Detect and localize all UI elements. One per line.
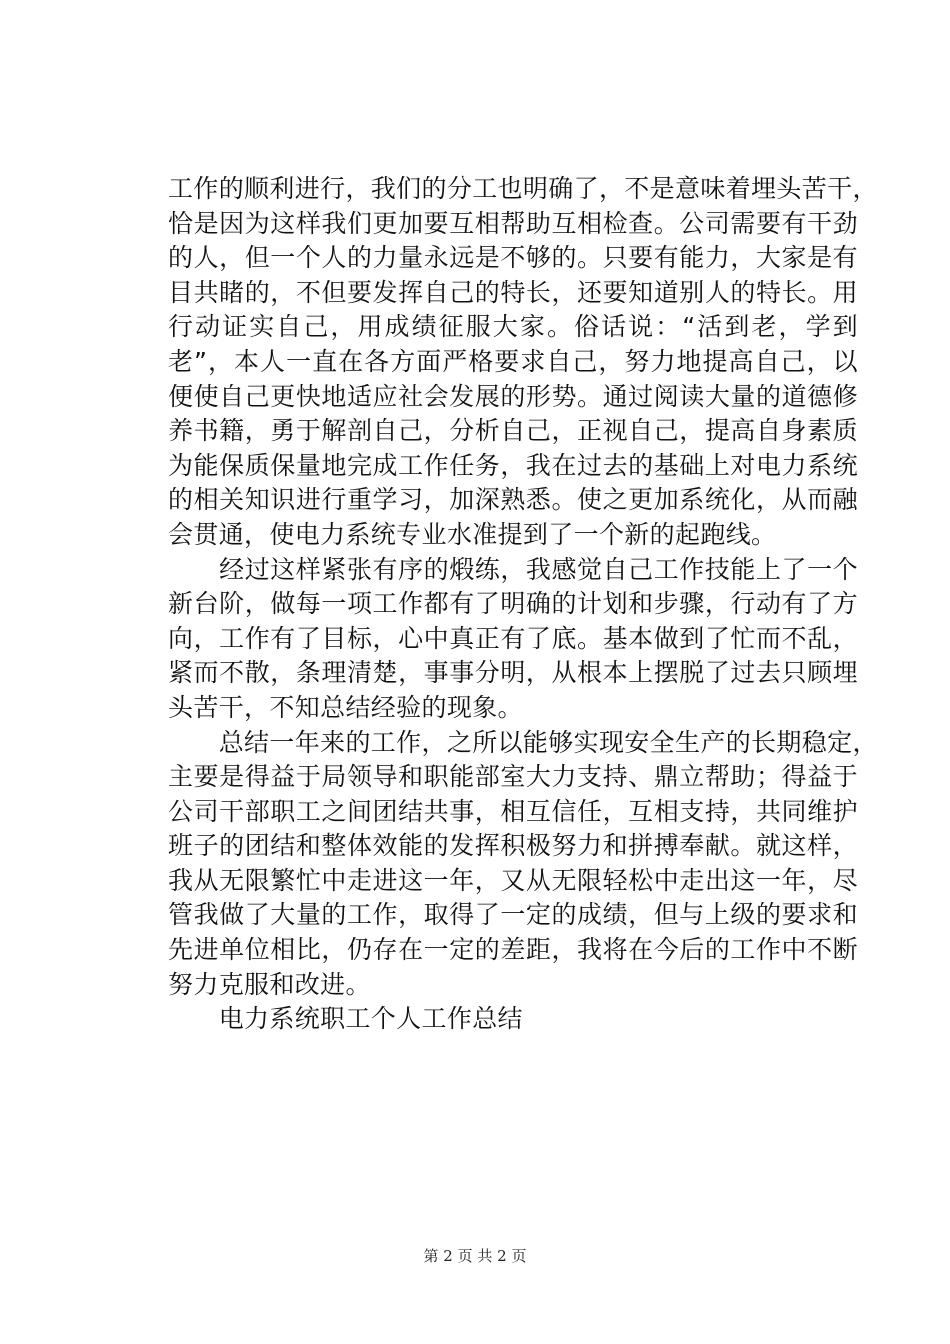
text-line: 公司干部职工之间团结共事，相互信任，互相支持，共同维护 — [168, 796, 858, 826]
text-line: 管我做了大量的工作，取得了一定的成绩，但与上级的要求和 — [168, 900, 858, 930]
text-line: 便使自己更快地适应社会发展的形势。通过阅读大量的道德修 — [168, 381, 858, 411]
text-line: 向，工作有了目标，心中真正有了底。基本做到了忙而不乱， — [168, 623, 858, 653]
paragraph-1 — [168, 172, 878, 553]
text-line: 头苦干，不知总结经验的现象。 — [168, 692, 523, 722]
text-line: 为能保质保量地完成工作任务，我在过去的基础上对电力系统 — [168, 450, 858, 480]
text-line: 班子的团结和整体效能的发挥积极努力和拼搏奉献。就这样， — [168, 831, 858, 861]
text-line: 主要是得益于局领导和职能部室大力支持、鼎立帮助；得益于 — [168, 762, 858, 792]
text-line: 电力系统职工个人工作总结 — [168, 1004, 523, 1034]
text-line: 先进单位相比，仍存在一定的差距，我将在今后的工作中不断 — [168, 935, 858, 965]
text-line: 总结一年来的工作，之所以能够实现安全生产的长期稳定， — [168, 727, 878, 757]
text-line: 经过这样紧张有序的煅练，我感觉自己工作技能上了一个 — [168, 554, 858, 584]
text-line: 会贯通，使电力系统专业水准提到了一个新的起跑线。 — [168, 519, 777, 549]
document-body — [168, 172, 878, 1037]
text-line: 的人，但一个人的力量永远是不够的。只要有能力，大家是有 — [168, 243, 858, 273]
text-line: 努力克服和改进。 — [168, 969, 371, 999]
text-line: 恰是因为这样我们更加要互相帮助互相检查。公司需要有干劲 — [168, 208, 858, 238]
text-line: 的相关知识进行重学习，加深熟悉。使之更加系统化，从而融 — [168, 485, 858, 515]
text-line: 目共睹的，不但要发挥自己的特长，还要知道别人的特长。用 — [168, 277, 858, 307]
text-line: 工作的顺利进行，我们的分工也明确了，不是意味着埋头苦干， — [168, 174, 878, 203]
text-line: 我从无限繁忙中走进这一年，又从无限轻松中走出这一年，尽 — [168, 865, 858, 895]
text-line: 养书籍，勇于解剖自己，分析自己，正视自己，提高自身素质 — [168, 416, 858, 446]
page-number-footer: 第 2 页 共 2 页 — [423, 1247, 527, 1265]
text-line: 老”，本人一直在各方面严格要求自己，努力地提高自己，以 — [168, 346, 858, 376]
paragraph-2 — [168, 553, 858, 726]
text-line: 行动证实自己，用成绩征服大家。俗话说：“活到老，学到 — [168, 312, 858, 342]
paragraph-3 — [168, 726, 878, 1003]
text-line: 新台阶，做每一项工作都有了明确的计划和步骤，行动有了方 — [168, 589, 858, 619]
closing-title — [168, 1002, 858, 1037]
text-line: 紧而不散，条理清楚，事事分明，从根本上摆脱了过去只顾埋 — [168, 658, 858, 688]
